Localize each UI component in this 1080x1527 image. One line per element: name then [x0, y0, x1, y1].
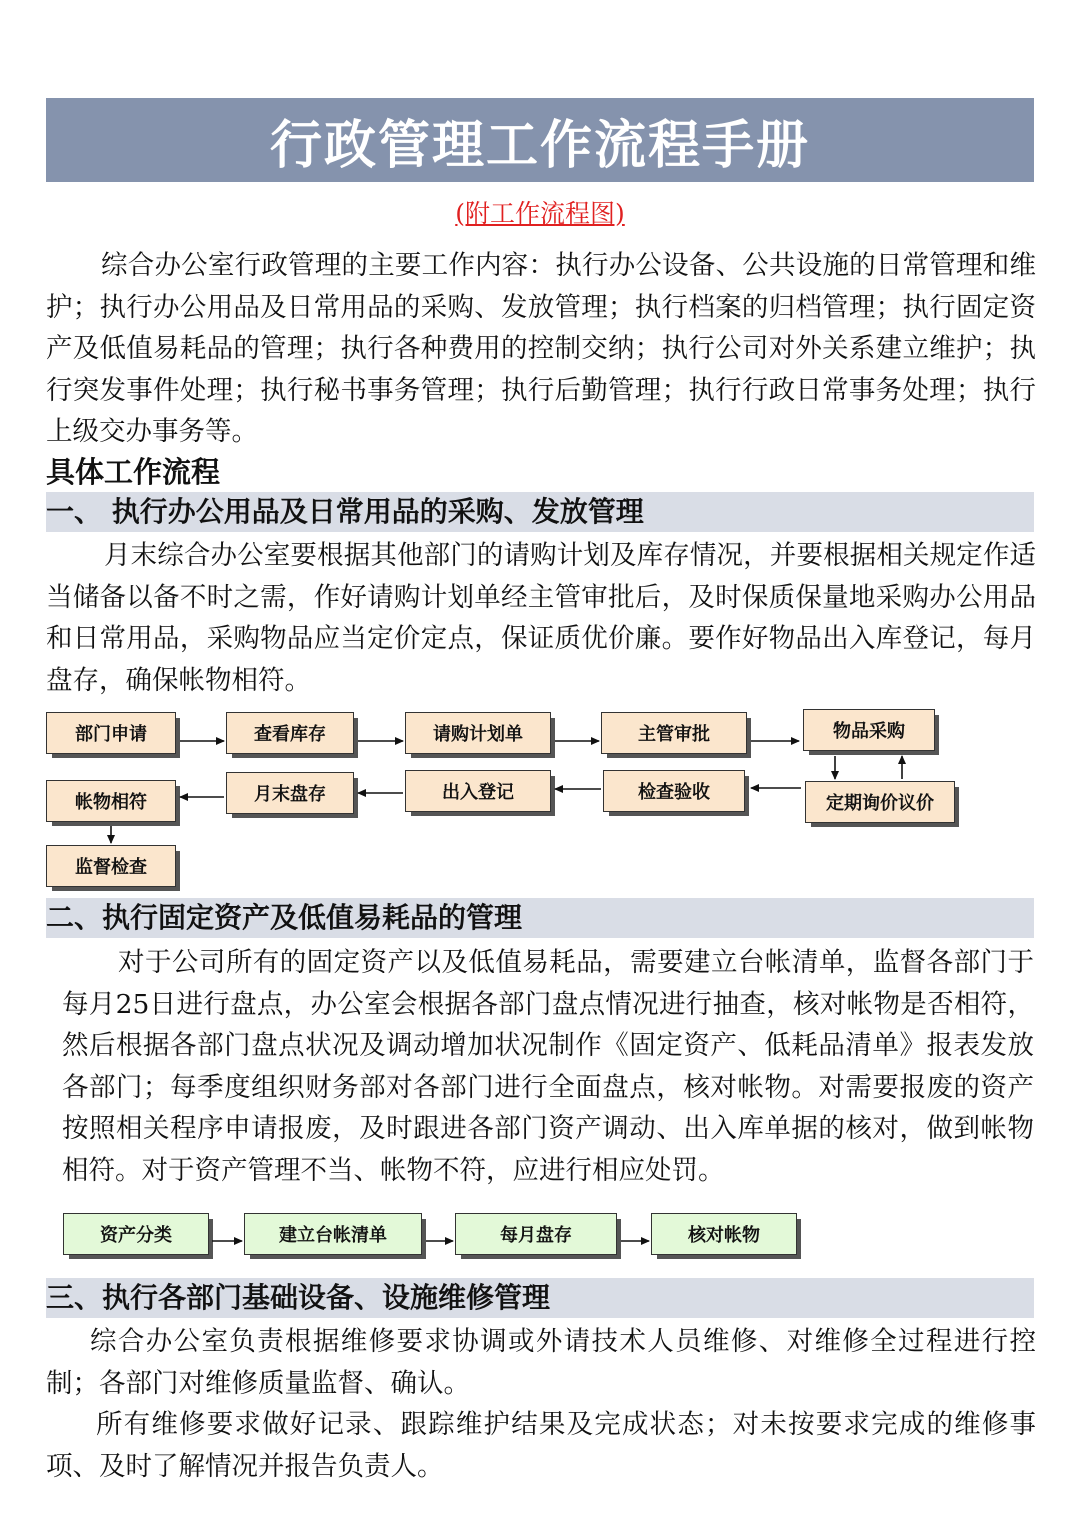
- flow-step-dept-apply: 部门申请: [46, 712, 176, 754]
- page-title: 行政管理工作流程手册: [269, 114, 810, 176]
- section3-body1: 综合办公室负责根据维修要求协调或外请技术人员维修、对维修全过程进行控制；各部门对维修质量监督、确认。: [46, 1326, 1036, 1399]
- flow-step-check-stock: 查看库存: [226, 712, 354, 754]
- flow-step-manager-approve: 主管审批: [601, 712, 747, 754]
- flow2-step-monthly-stock: 每月盘存: [455, 1213, 617, 1255]
- flow2-step-classify: 资产分类: [63, 1213, 209, 1255]
- flow2-step-verify: 核对帐物: [651, 1213, 797, 1255]
- flow-step-procure: 物品采购: [803, 709, 935, 751]
- flow-step-monthly-stock: 月末盘存: [226, 772, 354, 814]
- section-heading: 具体工作流程: [46, 455, 221, 489]
- section3-title: 三、执行各部门基础设备、设施维修管理: [46, 1278, 1034, 1318]
- flow-step-in-out-register: 出入登记: [405, 770, 551, 812]
- section1-body: 月末综合办公室要根据其他部门的请购计划及库存情况，并要根据相关规定作适当储备以备不时之需，作好请购计划单经主管审批后，及时保质保量地采购办公用品和日常用品，采购物品应当定价定点，保证质优价廉。要作好物品出入库登记，每月盘存，确保帐物相符。: [46, 540, 1036, 696]
- section1-title: 一、 执行办公用品及日常用品的采购、发放管理: [46, 492, 1034, 532]
- intro-paragraph: 综合办公室行政管理的主要工作内容：执行办公设备、公共设施的日常管理和维护；执行办公用品及日常用品的采购、发放管理；执行档案的归档管理；执行固定资产及低值易耗品的管理；执行各种费用的控制交纳；执行公司对外关系建立维护；执行突发事件处理；执行秘书事务管理；执行后勤管理；执行行政日常事务处理；执行上级交办事务等。: [46, 250, 1036, 447]
- flow-step-supervise: 监督检查: [46, 845, 176, 887]
- page-subtitle: (附工作流程图): [455, 199, 625, 228]
- section2-body: 对于公司所有的固定资产以及低值易耗品，需要建立台帐清单，监督各部门于每月25日进行盘点，办公室会根据各部门盘点情况进行抽查，核对帐物是否相符，然后根据各部门盘点状况及调动增加状况制作《固定资产、低耗品清单》报表发放各部门；每季度组织财务部对各部门进行全面盘点，核对帐物。对需要报废的资产按照相关程序申请报废，及时跟进各部门资产调动、出入库单据的核对，做到帐物相符。对于资产管理不当、帐物不符，应进行相应处罚。: [62, 947, 1034, 1186]
- flow2-step-ledger: 建立台帐清单: [244, 1213, 422, 1255]
- section2-title: 二、执行固定资产及低值易耗品的管理: [46, 898, 1034, 938]
- flow-step-accounts-match: 帐物相符: [46, 780, 176, 822]
- flow-step-inspect: 检查验收: [603, 770, 745, 812]
- flow-step-purchase-plan: 请购计划单: [405, 712, 551, 754]
- flow-step-price-inquiry: 定期询价议价: [805, 781, 955, 823]
- section3-body2: 所有维修要求做好记录、跟踪维护结果及完成状态；对未按要求完成的维修事项、及时了解情况并报告负责人。: [46, 1409, 1036, 1482]
